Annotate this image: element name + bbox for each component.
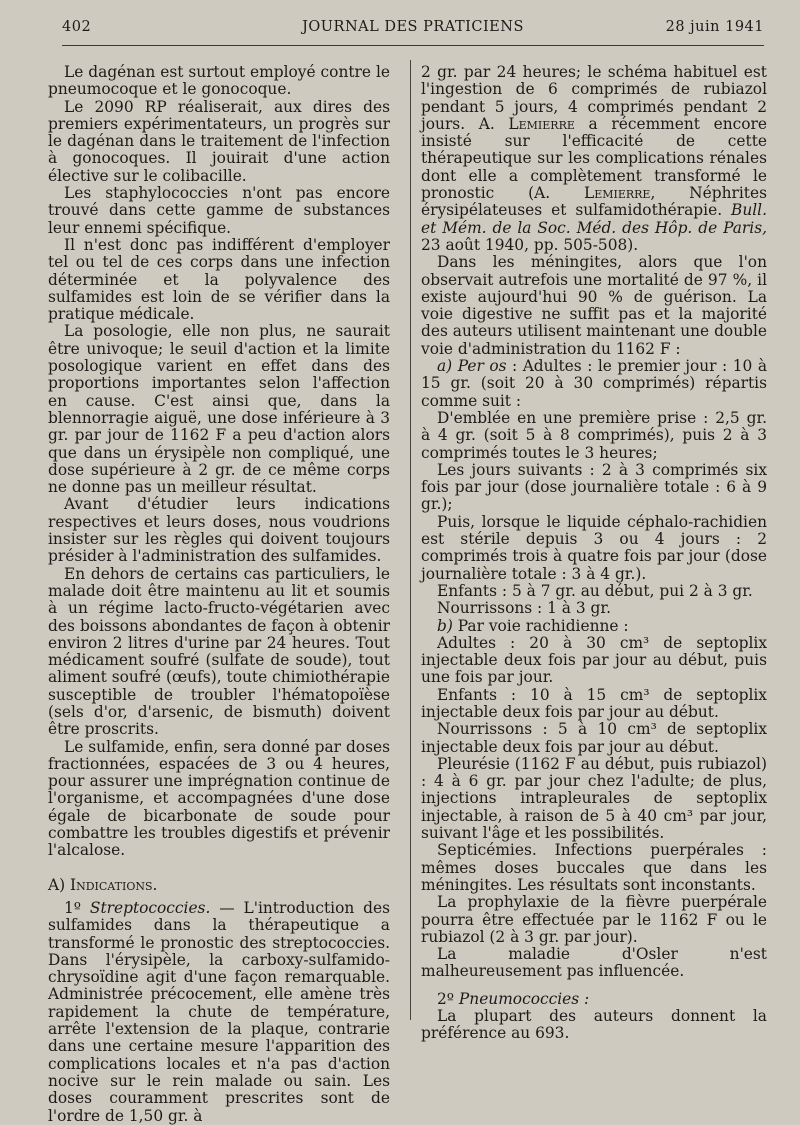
paragraph: Nourrissons : 5 à 10 cm³ de septoplix injectable deux fois par jour au début. <box>421 720 767 756</box>
paragraph: La maladie d'Osler n'est malheureusement pas influencée. <box>421 945 767 981</box>
paragraph: Nourrissons : 1 à 3 gr. <box>437 599 611 618</box>
paragraph: Avant d'étudier leurs indications respectives et leurs doses, nous voudrions insister sur les règles qui doivent toujours présider à l'administration des sulfamides. <box>48 495 390 566</box>
text-run: 2 gr. par 24 heures; le schéma habituel est l'ingestion de 6 comprimés de rubiazol pendant 5 jours, 4 comprimés pendant 2 jours. A. <box>421 63 767 133</box>
paragraph: Il n'est donc pas indifférent d'employer tel ou tel de ces corps dans une infection déterminée et la polyvalence des sulfamides est loin de se vérifier dans la pratique médicale. <box>48 235 390 324</box>
paragraph-continued <box>421 64 767 254</box>
paragraph: Le dagénan est surtout employé contre le pneumocoque et le gonocoque. <box>48 63 390 99</box>
paragraph-streptococcies <box>48 900 390 1125</box>
paragraph: Les jours suivants : 2 à 3 comprimés six fois par jour (dose journalière totale : 6 à 9 gr.); <box>421 460 767 514</box>
paragraph: Puis, lorsque le liquide céphalo-rachidien est stérile depuis 3 ou 4 jours : 2 comprimés trois à quatre fois par jour (dose journalière totale : 3 à 4 gr.). <box>421 512 767 583</box>
paragraph: La prophylaxie de la fièvre puerpérale pourra être effectuée par le 1162 F ou le rubiazol (2 à 3 gr. par jour). <box>421 893 767 946</box>
right-column <box>421 64 767 1043</box>
subsection-title: Per os <box>457 357 507 376</box>
paragraph: En dehors de certains cas particuliers, le malade doit être maintenu au lit et soumis à un régime lacto-fructo-végétarien avec des boissons abondantes de façon à obtenir environ 2 litres d'urine par 24 heures. Tout médicament soufré (sulfate de soude), tout aliment soufré (œufs), toute chimiothérapie susceptible de troubler l'hématopoïèse (sels d'or, d'arsenic, de bismuth) doivent être proscrits. <box>48 564 390 739</box>
text-run: 23 août 1940, pp. 505-508). <box>421 235 639 254</box>
paragraph-per-os <box>421 358 767 410</box>
subsection-title: Pneumococcies : <box>458 989 590 1008</box>
left-column <box>48 64 390 1125</box>
paragraph: Adultes : 20 à 30 cm³ de septoplix injectable deux fois par jour au début, puis une fois par jour. <box>421 633 767 687</box>
subsection-heading <box>421 991 767 1008</box>
section-prefix: A) <box>48 875 71 894</box>
paragraph: Dans les méningites, alors que l'on observait autrefois une mortalité de 97 %, il existe aujourd'hui 90 % de guérison. La voie digestive ne suffit pas et la majorité des auteurs utilisent maintenant une double voie d'administration du 1162 F : <box>421 253 767 358</box>
subsection-number: 1º <box>64 898 90 917</box>
text-run: , Néphrites érysipélateuses et sulfamidothérapie. <box>421 184 767 220</box>
paragraph: La plupart des auteurs donnent la préférence au 693. <box>421 1007 767 1043</box>
paragraph: Le sulfamide, enfin, sera donné par doses fractionnées, espacées de 3 ou 4 heures, pour assurer une imprégnation continue de l'organisme, et accompagnées d'une dose égale de bicarbonate de soude pour combattre les troubles digestifs et prévenir l'alcalose. <box>48 737 390 860</box>
issue-date: 28 juin 1941 <box>665 19 764 35</box>
paragraph: La posologie, elle non plus, ne saurait être univoque; le seuil d'action et la limite posologique varient en effet dans des proportions importantes selon l'affection en cause. C'est ainsi que, dans la blennorragie aiguë, une dose inférieure à 3 gr. par jour de 1162 F a peu d'action alors que dans un érysipèle non compliqué, une dose supérieure à 2 gr. de ce même corps ne donne pas un meilleur résultat. <box>48 322 390 497</box>
paragraph: Enfants : 10 à 15 cm³ de septoplix injectable deux fois par jour au début. <box>421 685 767 721</box>
paragraph-text: Par voie rachidienne : <box>457 616 629 635</box>
text-run: a récemment encore insisté sur l'efficacité de cette thérapeutique sur les complications rénales dont elle a complètement transformé le pronostic (A. <box>421 114 768 203</box>
subsection-title: Streptococcies. <box>89 898 211 917</box>
column-divider <box>410 60 411 1020</box>
subsection-number: 2º <box>437 989 459 1008</box>
list-marker: a) <box>437 357 458 376</box>
journal-title: JOURNAL DES PRATICIENS <box>302 19 524 35</box>
paragraph-text: : Adultes : le premier jour : 10 à 15 gr. (soit 20 à 30 comprimés) répartis comme suit : <box>421 357 767 410</box>
author-name: Lemierre <box>583 184 651 203</box>
list-marker: b) <box>437 616 458 635</box>
paragraph: Enfants : 5 à 7 gr. au début, pui 2 à 3 gr. <box>437 581 753 600</box>
paragraph: Pleurésie (1162 F au début, puis rubiazol) : 4 à 6 gr. par jour chez l'adulte; de plus, injections intrapleurales de septoplix injectable, à raison de 5 à 40 cm³ par jour, suivant l'âge et les possibilités. <box>421 754 767 843</box>
paragraph-text: — L'introduction des sulfamides dans la thérapeutique a transformé le pronostic des streptococcies. Dans l'érysipèle, la carboxy-sulfamido-chrysoïdine agit d'une façon remarquable. Administrée précocement, elle amène très rapidement la chute de température, arrête l'extension de la plaque, contrarie dans une certaine mesure l'apparition des complications locales et n'a pas d'action nocive sur le rein malade ou sain. Les doses couramment prescrites sont de l'ordre de 1,50 gr. à <box>48 898 390 1125</box>
running-header <box>62 17 764 46</box>
author-name: Lemierre <box>508 114 575 133</box>
journal-reference: Bull. et Mém. de la Soc. Méd. des Hôp. de Paris, <box>421 201 767 237</box>
paragraph-rachi <box>421 618 767 635</box>
paragraph: Septicémies. Infections puerpérales : mêmes doses buccales que dans les méningites. Les résultats sont inconstants. <box>421 841 767 894</box>
paragraph: Le 2090 RP réaliserait, aux dires des premiers expérimentateurs, un progrès sur le dagénan dans le traitement de l'infection à gonocoques. Il jouirait d'une action élective sur le colibacille. <box>48 97 390 185</box>
section-heading <box>48 877 390 894</box>
section-title: Indications. <box>70 875 158 894</box>
page-number: 402 <box>62 19 92 35</box>
paragraph: D'emblée en une première prise : 2,5 gr. à 4 gr. (soit 5 à 8 comprimés), puis 2 à 3 comprimés toutes le 3 heures; <box>421 408 767 462</box>
paragraph: Les staphylococcies n'ont pas encore trouvé dans cette gamme de substances leur ennemi spécifique. <box>48 184 390 237</box>
